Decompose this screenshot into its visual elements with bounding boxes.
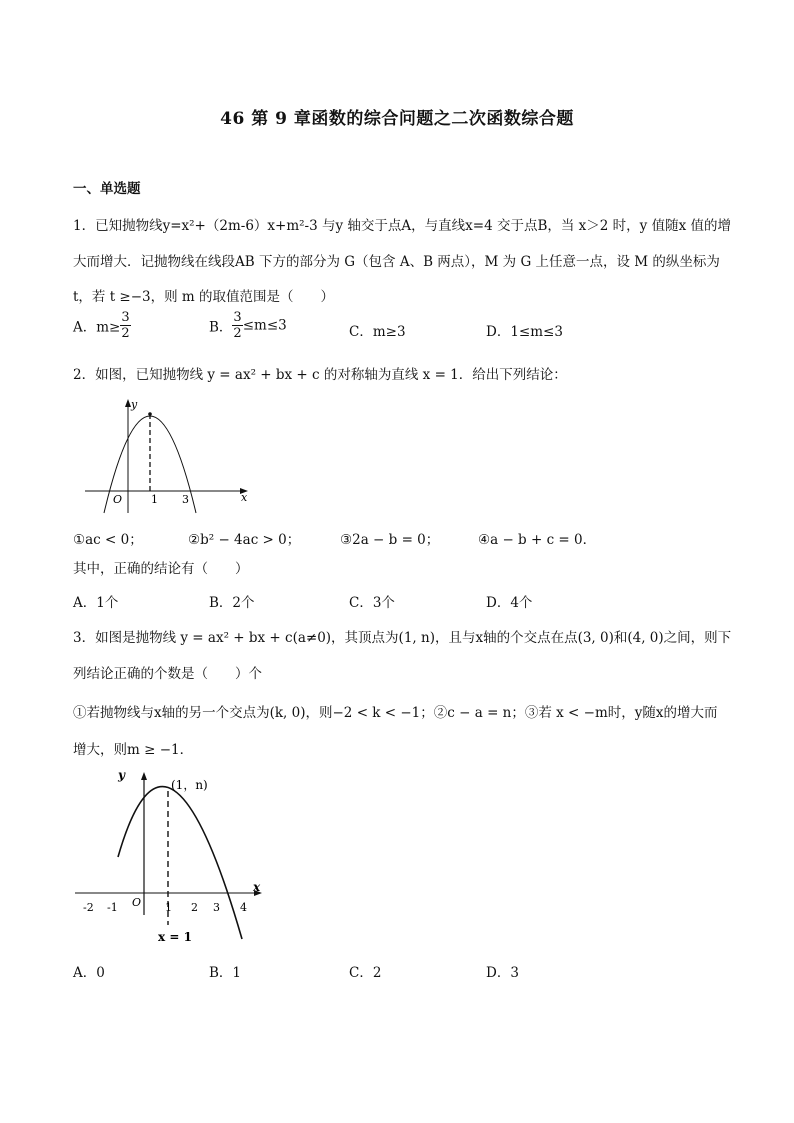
q3-tick-4: 4 [240, 901, 247, 914]
q1-option-b-numerator: 3 [233, 310, 242, 325]
q3-axis-equation: x = 1 [158, 930, 192, 944]
q3-line-2: 列结论正确的个数是（ ）个 [73, 666, 262, 682]
q1-option-b-denominator: 2 [233, 326, 242, 341]
q1-option-a-denominator: 2 [121, 326, 130, 341]
q2-conclusion-2: ②b² − 4ac > 0； [188, 532, 301, 548]
q3-y-axis-arrow-icon [141, 772, 147, 780]
q2-line-1: 2．如图，已知抛物线 y = ax² + bx + c 的对称轴为直线 x = 1．给出下列结论： [73, 367, 567, 383]
q3-vertex-label: (1，n) [171, 778, 208, 792]
q3-parabola-figure [70, 765, 270, 945]
q3-tick-1: 1 [165, 901, 172, 914]
q1-line-2: 大而增大．记抛物线在线段AB 下方的部分为 G（包含 A、B 两点），M 为 G 上任意一点，设 M 的纵坐标为 [73, 254, 720, 270]
q3-parabola-curve [118, 787, 242, 939]
q3-option-a[interactable]: A．0 [73, 965, 105, 981]
q3-line-1: 3．如图是抛物线 y = ax² + bx + c(a≠0)，其顶点为(1, n)，且与x轴的个交点在点(3, 0)和(4, 0)之间，则下 [73, 630, 732, 646]
q1-option-b-prefix: B． [209, 319, 233, 336]
q1-option-b-fraction [232, 311, 242, 340]
q1-option-a[interactable] [73, 311, 131, 340]
q3-x-label: x [253, 880, 261, 894]
q2-line-3: 其中，正确的结论有（ ） [73, 561, 249, 577]
q3-tick-2: 2 [191, 901, 198, 914]
q2-vertex-point [148, 412, 152, 416]
section-heading: 一、单选题 [73, 181, 141, 197]
q2-option-b[interactable]: B．2个 [209, 595, 255, 611]
q3-y-label: y [118, 768, 125, 782]
q2-option-c[interactable]: C．3个 [349, 595, 395, 611]
q3-line-3: ①若抛物线与x轴的另一个交点为(k, 0)，则−2 < k < −1；②c − a = n；③若 x < −m时，y随x的增大而 [73, 705, 718, 721]
q2-conclusion-4: ④a − b + c = 0． [478, 532, 597, 548]
q1-line-1: 1．已知抛物线y=x²+（2m-6）x+m²-3 与y 轴交于点A，与直线x=4 交于点B，当 x＞2 时，y 值随x 值的增 [73, 218, 731, 234]
q1-option-a-numerator: 3 [121, 310, 130, 325]
q2-option-d[interactable]: D．4个 [486, 595, 533, 611]
q2-parabola-figure [85, 395, 255, 515]
q2-y-label: y [131, 398, 138, 411]
q1-line-3: t，若 t ≥−3，则 m 的取值范围是（ ） [73, 289, 335, 305]
q2-x-label: x [241, 491, 248, 504]
q3-line-4: 增大，则m ≥ −1． [73, 742, 194, 758]
q2-origin-label: O [113, 493, 123, 506]
q2-tick-3: 3 [182, 493, 189, 506]
page-title: 46 第 9 章函数的综合问题之二次函数综合题 [220, 109, 574, 129]
q3-option-c[interactable]: C．2 [349, 965, 382, 981]
q2-conclusion-1: ①ac < 0； [73, 532, 143, 548]
q1-option-d[interactable]: D．1≤m≤3 [486, 324, 563, 340]
q1-option-b[interactable] [209, 311, 287, 340]
q1-option-a-fraction [120, 311, 130, 340]
q2-conclusion-3: ③2a − b = 0； [340, 532, 440, 548]
q3-origin-label: O [132, 896, 142, 909]
q3-tick-minus-2: -2 [83, 901, 94, 914]
q3-tick-minus-1: -1 [107, 901, 118, 914]
q1-option-a-prefix: A．m≥ [73, 319, 121, 336]
q3-option-b[interactable]: B．1 [209, 965, 242, 981]
q2-tick-1: 1 [151, 493, 158, 506]
q1-option-c[interactable]: C．m≥3 [349, 324, 406, 340]
q3-tick-3: 3 [213, 901, 220, 914]
q3-option-d[interactable]: D．3 [486, 965, 519, 981]
q1-option-b-suffix: ≤m≤3 [242, 317, 287, 334]
q2-option-a[interactable]: A．1个 [73, 595, 119, 611]
